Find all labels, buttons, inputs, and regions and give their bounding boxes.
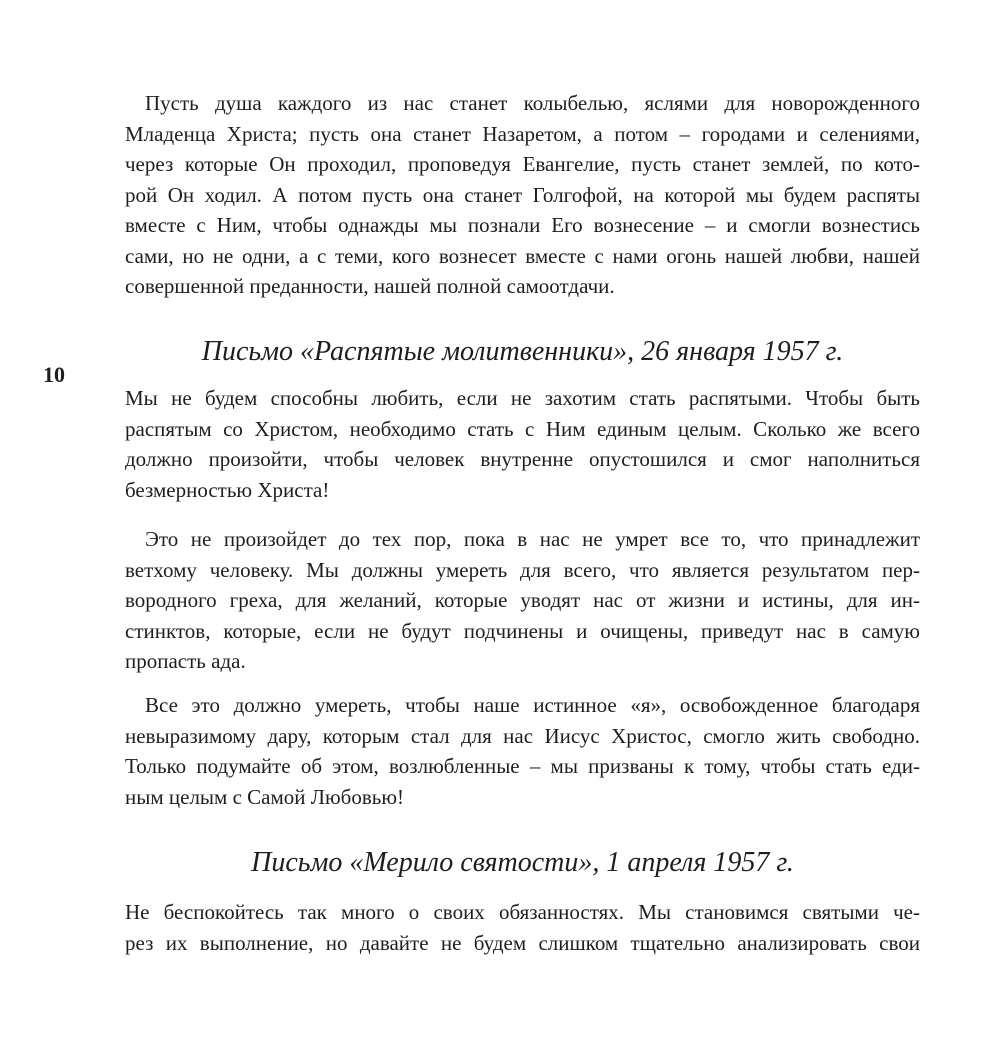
text-line: Все это должно умереть, чтобы наше истинное «я», освобожденное благодаря (145, 693, 920, 717)
text-line: стинктов, которые, если не будут подчинены и очищены, приведут нас в самую (125, 618, 920, 643)
paragraph (125, 897, 920, 958)
paragraph (125, 383, 920, 505)
text-line: безмерностью Христа! (125, 477, 330, 502)
text-line: распятым со Христом, необходимо стать с Ним единым целым. Сколько же всего (125, 416, 920, 441)
text-line: сами, но не одни, а с теми, кого вознесет вместе с нами огонь нашей любви, нашей (125, 243, 920, 268)
text-line: пропасть ада. (125, 649, 246, 673)
section-heading: Письмо «Распятые молитвенники», 26 января 1957 г. (201, 336, 844, 367)
text-line: ветхому человеку. Мы должны умереть для всего, что является результатом пер- (125, 557, 920, 582)
text-line: рой Он ходил. А потом пусть она станет Голгофой, на которой мы будем распяты (125, 182, 920, 207)
page-number: 10 (43, 362, 65, 387)
text-line: Не беспокойтесь так много о своих обязанностях. Мы становимся святыми че- (125, 900, 920, 924)
text-line: Младенца Христа; пусть она станет Назаретом, а потом – городами и селениями, (125, 121, 920, 146)
text-line: невыразимому дару, которым стал для нас Иисус Христос, смогло жить свободно. (125, 723, 920, 748)
paragraph (125, 690, 920, 812)
section-heading: Письмо «Мерило святости», 1 апреля 1957 г. (251, 847, 794, 878)
text-line: вместе с Ним, чтобы однажды мы познали Его вознесение – и смогли вознестись (125, 213, 920, 237)
text-line: вородного греха, для желаний, которые уводят нас от жизни и истины, для ин- (125, 588, 920, 612)
text-line: Мы не будем способны любить, если не захотим стать распятыми. Чтобы быть (125, 386, 920, 410)
text-line: Это не произойдет до тех пор, пока в нас не умрет все то, что принадлежит (145, 527, 920, 551)
text-line: Пусть душа каждого из нас станет колыбелью, яслями для новорожденного (145, 91, 920, 115)
text-line: ным целым с Самой Любовью! (125, 784, 405, 809)
text-line: рез их выполнение, но давайте не будем слишком тщательно анализировать свои (125, 930, 920, 955)
paragraph (125, 88, 920, 302)
text-line: Только подумайте об этом, возлюбленные – мы призваны к тому, чтобы стать еди- (125, 754, 920, 778)
text-line: через которые Он проходил, проповедуя Евангелие, пусть станет землей, по кото- (125, 152, 920, 176)
text-line: совершенной преданности, нашей полной самоотдачи. (125, 274, 615, 298)
paragraph (125, 524, 920, 677)
text-line: должно произойти, чтобы человек внутренне опустошился и смог наполниться (125, 447, 920, 471)
